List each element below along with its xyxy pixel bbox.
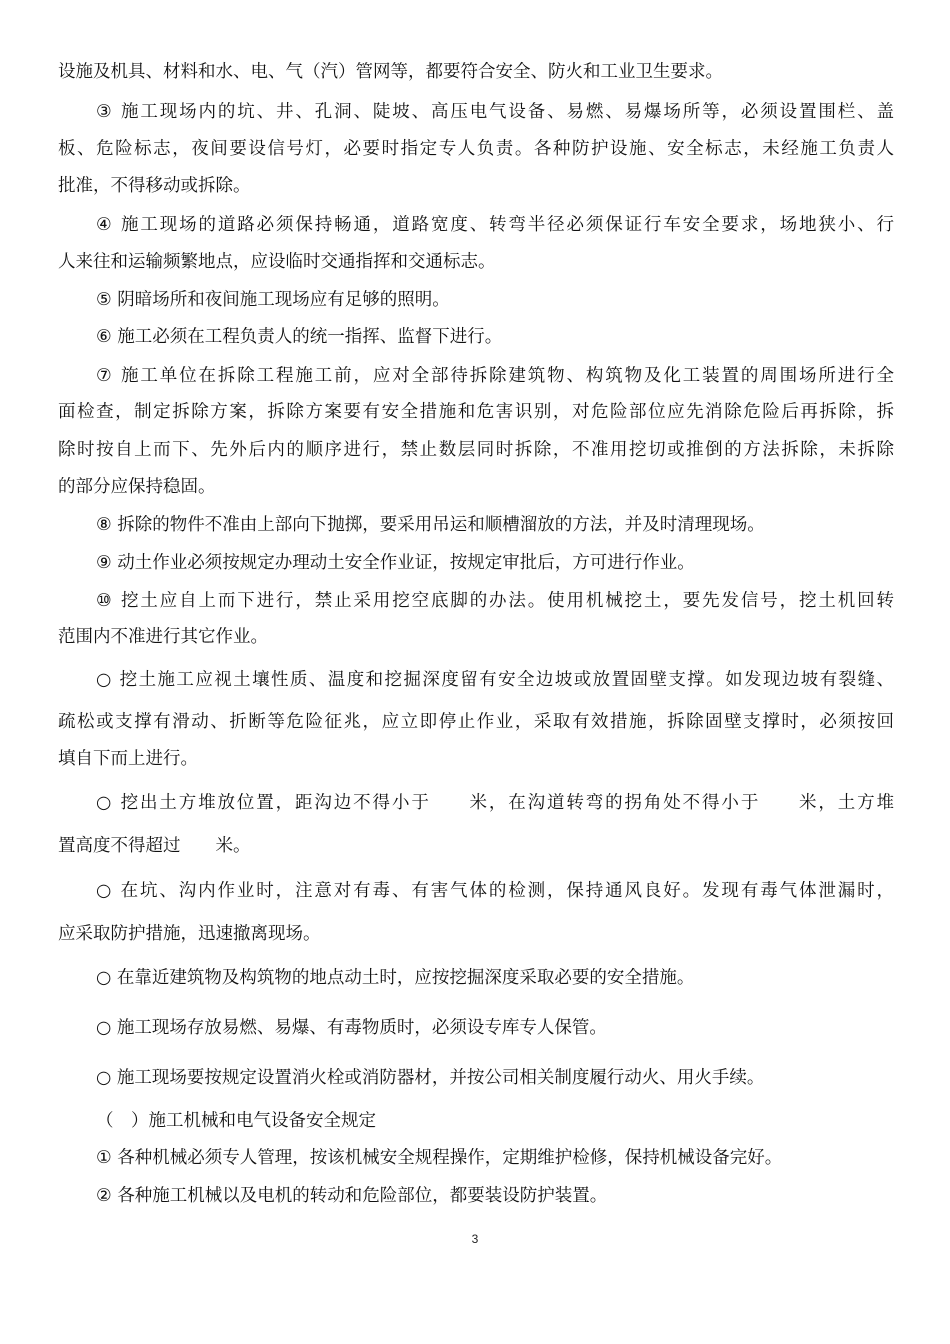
text-line: 面检查，制定拆除方案，拆除方案要有安全措施和危害识别，对危险部位应先消除危险后再拆除，拆	[58, 402, 894, 422]
text-line: 板、危险标志，夜间要设信号灯，必要时指定专人负责。各种防护设施、安全标志，未经施工负责人	[58, 139, 894, 159]
text-line: 范围内不准进行其它作业。	[58, 627, 268, 647]
text-line: ○ 挖出土方堆放位置，距沟边不得小于 米，在沟道转弯的拐角处不得小于 米，土方堆	[96, 793, 894, 813]
page-number: 3	[471, 1232, 479, 1246]
text-line: ⑨ 动土作业必须按规定办理动土安全作业证，按规定审批后，方可进行作业。	[96, 553, 695, 573]
text-line: ⑧ 拆除的物件不准由上部向下抛掷，要采用吊运和顺槽溜放的方法，并及时清理现场。	[96, 515, 765, 535]
text-line: ○ 挖土施工应视土壤性质、温度和挖掘深度留有安全边坡或放置固壁支撑。如发现边坡有裂缝、	[96, 670, 894, 690]
text-line: ⑩ 挖土应自上而下进行，禁止采用挖空底脚的办法。使用机械挖土，要先发信号，挖土机回转	[96, 591, 894, 611]
text-line: ③ 施工现场内的坑、井、孔洞、陡坡、高压电气设备、易燃、易爆场所等，必须设置围栏、盖	[96, 102, 894, 122]
text-line: ○ 施工现场存放易燃、易爆、有毒物质时，必须设专库专人保管。	[96, 1018, 607, 1038]
text-line: ○ 在坑、沟内作业时，注意对有毒、有害气体的检测，保持通风良好。发现有毒气体泄漏时，	[96, 881, 894, 901]
text-line: 填自下而上进行。	[58, 749, 198, 769]
text-line: （ ）施工机械和电气设备安全规定	[96, 1111, 376, 1131]
text-line: 设施及机具、材料和水、电、气（汽）管网等，都要符合安全、防火和工业卫生要求。	[58, 62, 723, 82]
text-line: ○ 在靠近建筑物及构筑物的地点动土时，应按挖掘深度采取必要的安全措施。	[96, 968, 695, 988]
text-line: ○ 施工现场要按规定设置消火栓或消防器材，并按公司相关制度履行动火、用火手续。	[96, 1068, 765, 1088]
text-line: 除时按自上而下、先外后内的顺序进行，禁止数层同时拆除，不准用挖切或推倒的方法拆除，未拆除	[58, 440, 894, 460]
text-line: 置高度不得超过 米。	[58, 836, 251, 856]
text-line: ② 各种施工机械以及电机的转动和危险部位，都要装设防护装置。	[96, 1186, 608, 1206]
text-line: 疏松或支撑有滑动、折断等危险征兆，应立即停止作业，采取有效措施，拆除固壁支撑时，必须按回	[58, 712, 894, 732]
text-line: ④ 施工现场的道路必须保持畅通，道路宽度、转弯半径必须保证行车安全要求，场地狭小、行	[96, 215, 894, 235]
text-line: 批准，不得移动或拆除。	[58, 176, 251, 196]
text-line: ⑤ 阴暗场所和夜间施工现场应有足够的照明。	[96, 290, 450, 310]
text-line: 应采取防护措施，迅速撤离现场。	[58, 924, 321, 944]
text-line: 人来往和运输频繁地点，应设临时交通指挥和交通标志。	[58, 252, 496, 272]
text-line: ① 各种机械必须专人管理，按该机械安全规程操作，定期维护检修，保持机械设备完好。	[96, 1148, 783, 1168]
text-line: ⑥ 施工必须在工程负责人的统一指挥、监督下进行。	[96, 327, 503, 347]
text-line: 的部分应保持稳固。	[58, 477, 216, 497]
text-line: ⑦ 施工单位在拆除工程施工前，应对全部待拆除建筑物、构筑物及化工装置的周围场所进行全	[96, 366, 894, 386]
